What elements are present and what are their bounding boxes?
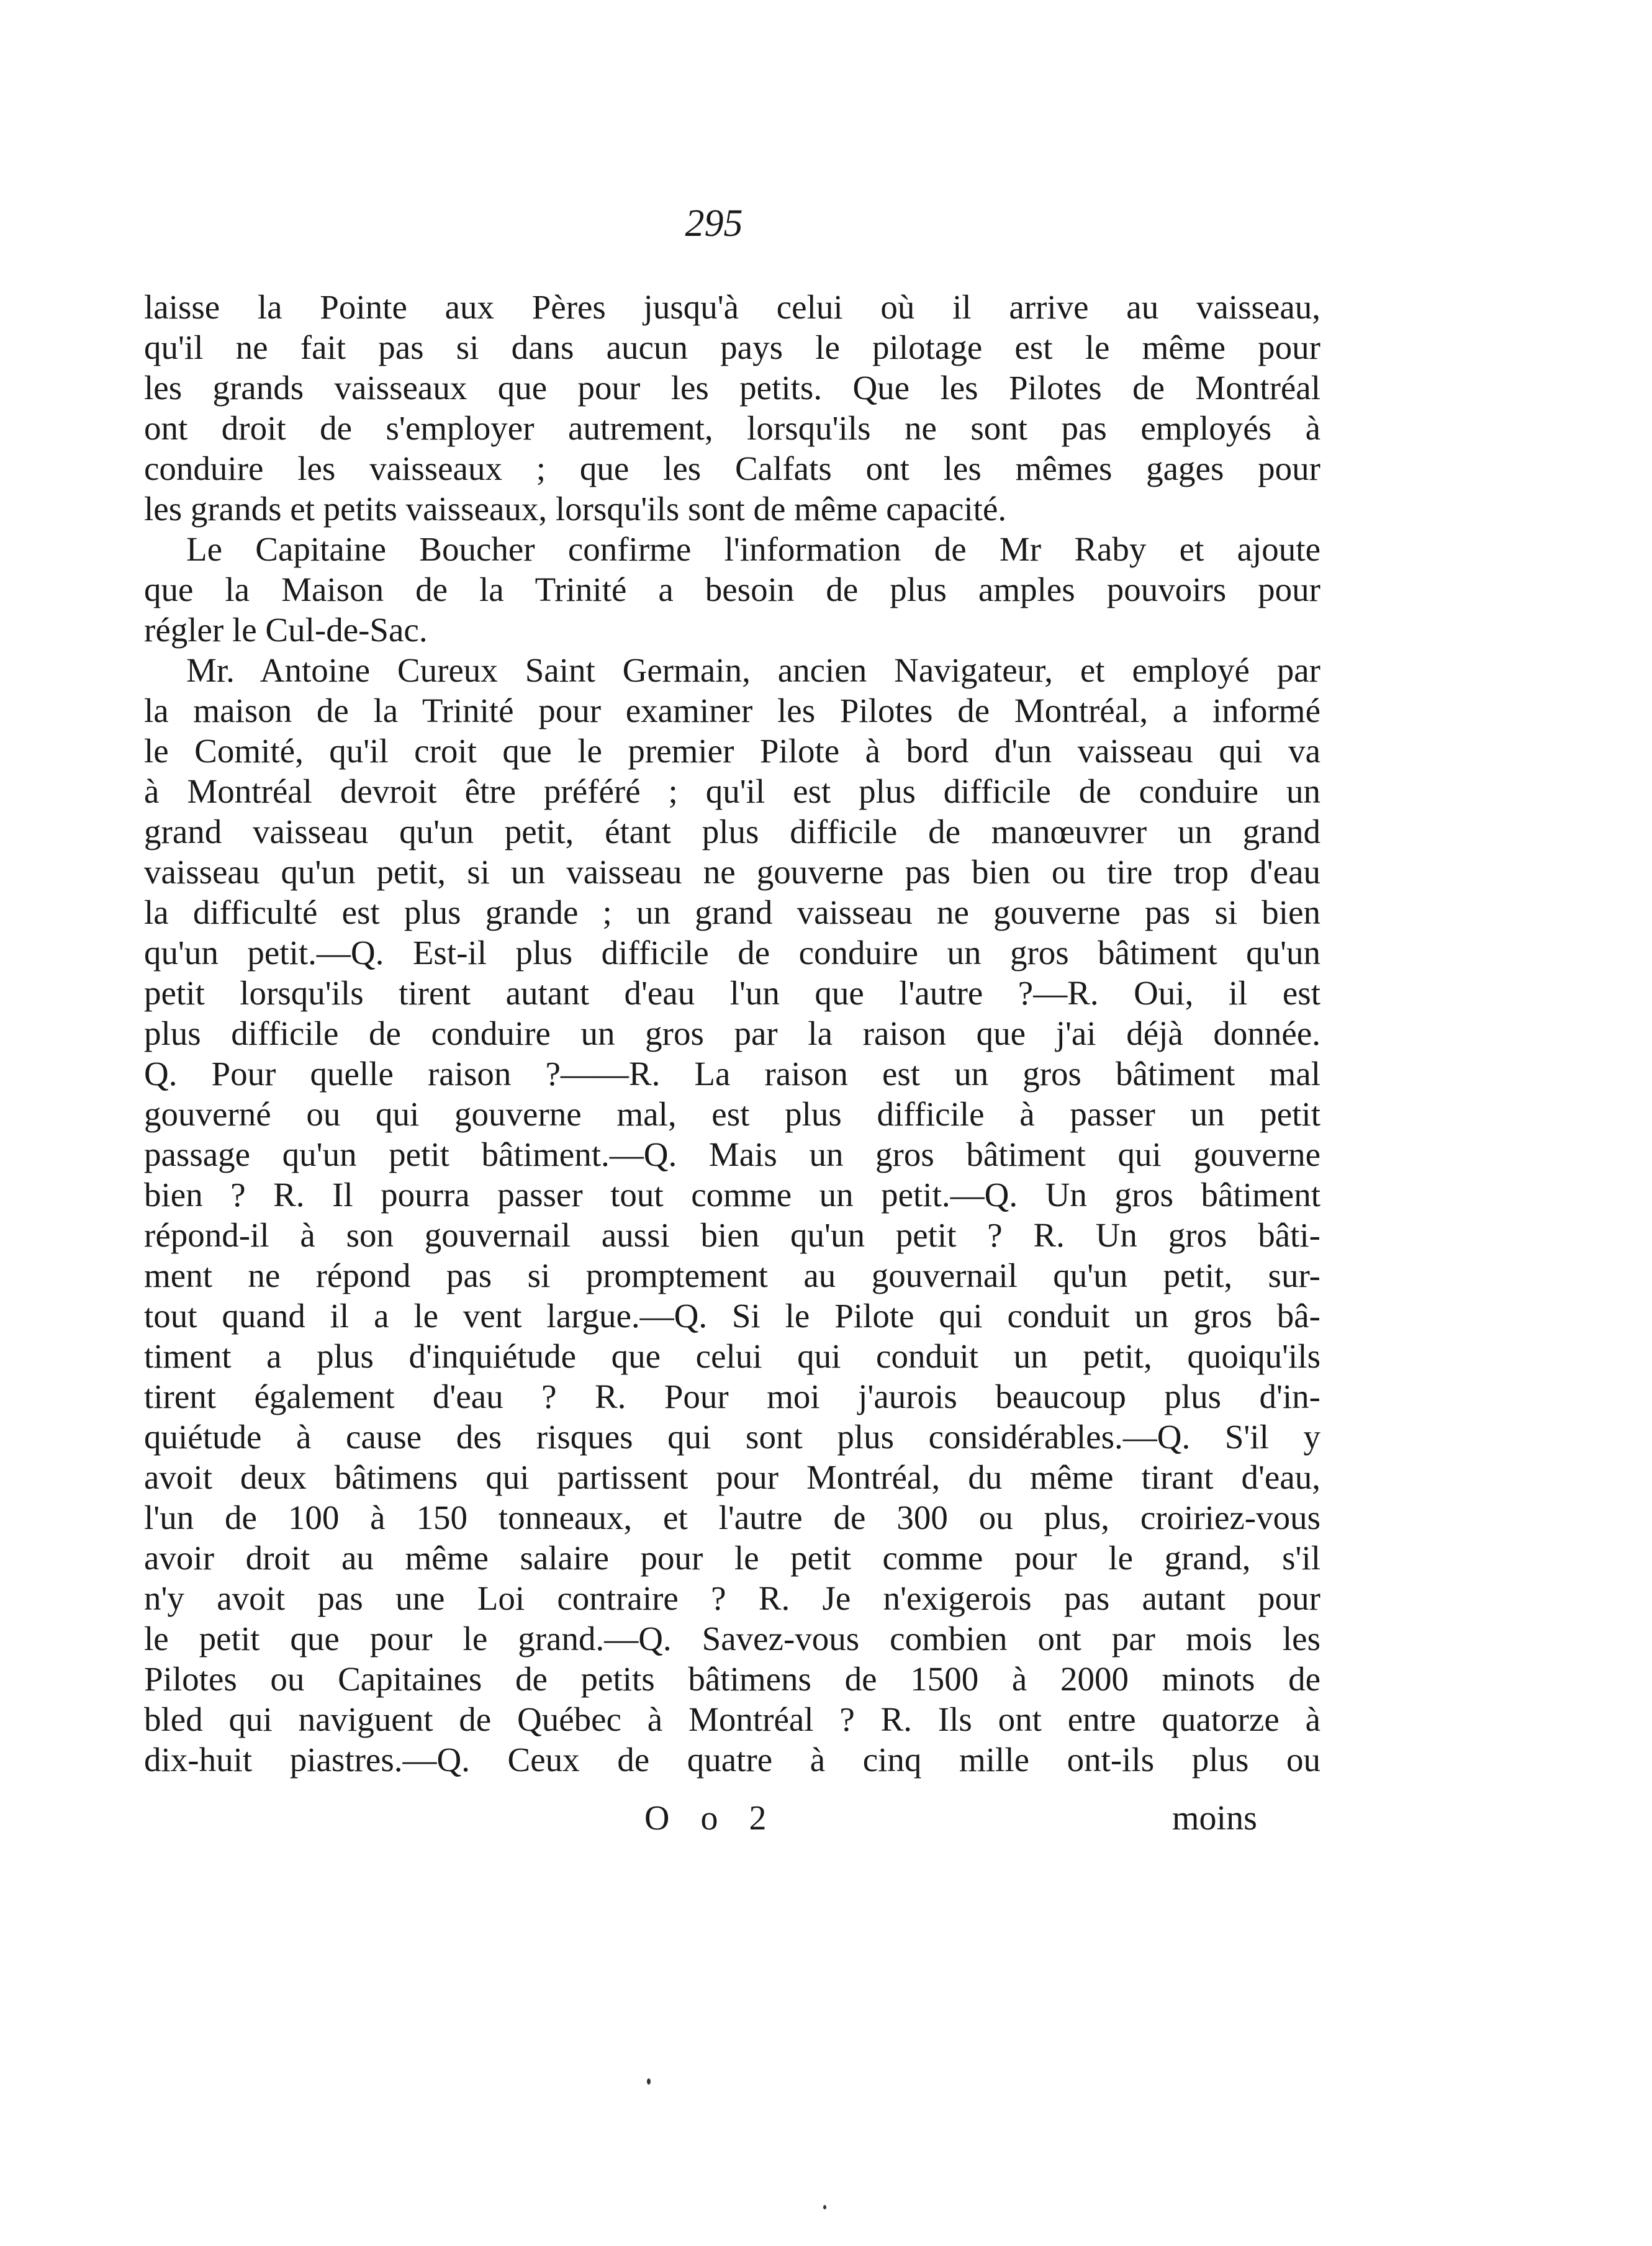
text-line: Le Capitaine Boucher confirme l'information de Mr Raby et ajoute: [186, 530, 1320, 568]
text-line: ment ne répond pas si promptement au gouvernail qu'un petit, sur-: [144, 1256, 1320, 1294]
text-line: l'un de 100 à 150 tonneaux, et l'autre de 300 ou plus, croiriez-vous: [144, 1499, 1320, 1536]
text-line: grand vaisseau qu'un petit, étant plus difficile de manœuvrer un grand: [144, 813, 1320, 850]
body-text: [144, 287, 1320, 1780]
text-line: à Montréal devroit être préféré ; qu'il est plus difficile de conduire un: [144, 772, 1320, 810]
text-line: dix-huit piastres.—Q. Ceux de quatre à cinq mille ont-ils plus ou: [144, 1741, 1320, 1779]
text-line: qu'un petit.—Q. Est-il plus difficile de conduire un gros bâtiment qu'un: [144, 934, 1320, 972]
text-line: la difficulté est plus grande ; un grand vaisseau ne gouverne pas si bien: [144, 893, 1320, 931]
text-line: vaisseau qu'un petit, si un vaisseau ne gouverne pas bien ou tire trop d'eau: [144, 853, 1320, 891]
text-line: timent a plus d'inquiétude que celui qui conduit un petit, quoiqu'ils: [144, 1337, 1320, 1375]
text-line: les grands et petits vaisseaux, lorsqu'ils sont de même capacité.: [144, 490, 1007, 528]
text-line: le petit que pour le grand.—Q. Savez-vous combien ont par mois les: [144, 1620, 1320, 1657]
paper-speck: [823, 2205, 826, 2209]
text-line: tout quand il a le vent largue.—Q. Si le Pilote qui conduit un gros bâ-: [144, 1297, 1320, 1335]
text-line: régler le Cul-de-Sac.: [144, 611, 428, 649]
paper-speck: [647, 2078, 651, 2085]
text-line: laisse la Pointe aux Pères jusqu'à celui où il arrive au vaisseau,: [144, 288, 1320, 326]
text-line: n'y avoit pas une Loi contraire ? R. Je n'exigerois pas autant pour: [144, 1579, 1320, 1617]
catchword: moins: [1172, 1799, 1257, 1838]
text-line: quiétude à cause des risques qui sont plus considérables.—Q. S'il y: [144, 1418, 1320, 1456]
text-line: passage qu'un petit bâtiment.—Q. Mais un gros bâtiment qui gouverne: [144, 1135, 1320, 1173]
text-line: avoir droit au même salaire pour le petit comme pour le grand, s'il: [144, 1539, 1320, 1577]
page-number: 295: [685, 202, 743, 245]
text-line: plus difficile de conduire un gros par la raison que j'ai déjà donnée.: [144, 1014, 1320, 1052]
text-line: conduire les vaisseaux ; que les Calfats ont les mêmes gages pour: [144, 449, 1320, 487]
text-line: le Comité, qu'il croit que le premier Pilote à bord d'un vaisseau qui va: [144, 732, 1320, 770]
text-line: avoit deux bâtimens qui partissent pour Montréal, du même tirant d'eau,: [144, 1458, 1320, 1496]
text-line: que la Maison de la Trinité a besoin de plus amples pouvoirs pour: [144, 571, 1320, 608]
text-line: bled qui naviguent de Québec à Montréal ? R. Ils ont entre quatorze à: [144, 1700, 1320, 1738]
text-line: petit lorsqu'ils tirent autant d'eau l'un que l'autre ?—R. Oui, il est: [144, 974, 1320, 1012]
signature-mark: O o 2: [644, 1799, 778, 1838]
text-line: bien ? R. Il pourra passer tout comme un petit.—Q. Un gros bâtiment: [144, 1176, 1320, 1214]
text-line: la maison de la Trinité pour examiner les Pilotes de Montréal, a informé: [144, 692, 1320, 729]
text-line: Q. Pour quelle raison ?——R. La raison est un gros bâtiment mal: [144, 1055, 1320, 1093]
text-line: gouverné ou qui gouverne mal, est plus difficile à passer un petit: [144, 1095, 1320, 1133]
text-line: Pilotes ou Capitaines de petits bâtimens de 1500 à 2000 minots de: [144, 1660, 1320, 1698]
text-line: ont droit de s'employer autrement, lorsqu'ils ne sont pas employés à: [144, 409, 1320, 447]
text-line: tirent également d'eau ? R. Pour moi j'aurois beaucoup plus d'in-: [144, 1378, 1320, 1415]
text-line: les grands vaisseaux que pour les petits. Que les Pilotes de Montréal: [144, 369, 1320, 407]
text-line: Mr. Antoine Cureux Saint Germain, ancien Navigateur, et employé par: [186, 651, 1320, 689]
text-line: répond-il à son gouvernail aussi bien qu'un petit ? R. Un gros bâti-: [144, 1216, 1320, 1254]
text-line: qu'il ne fait pas si dans aucun pays le pilotage est le même pour: [144, 328, 1320, 366]
